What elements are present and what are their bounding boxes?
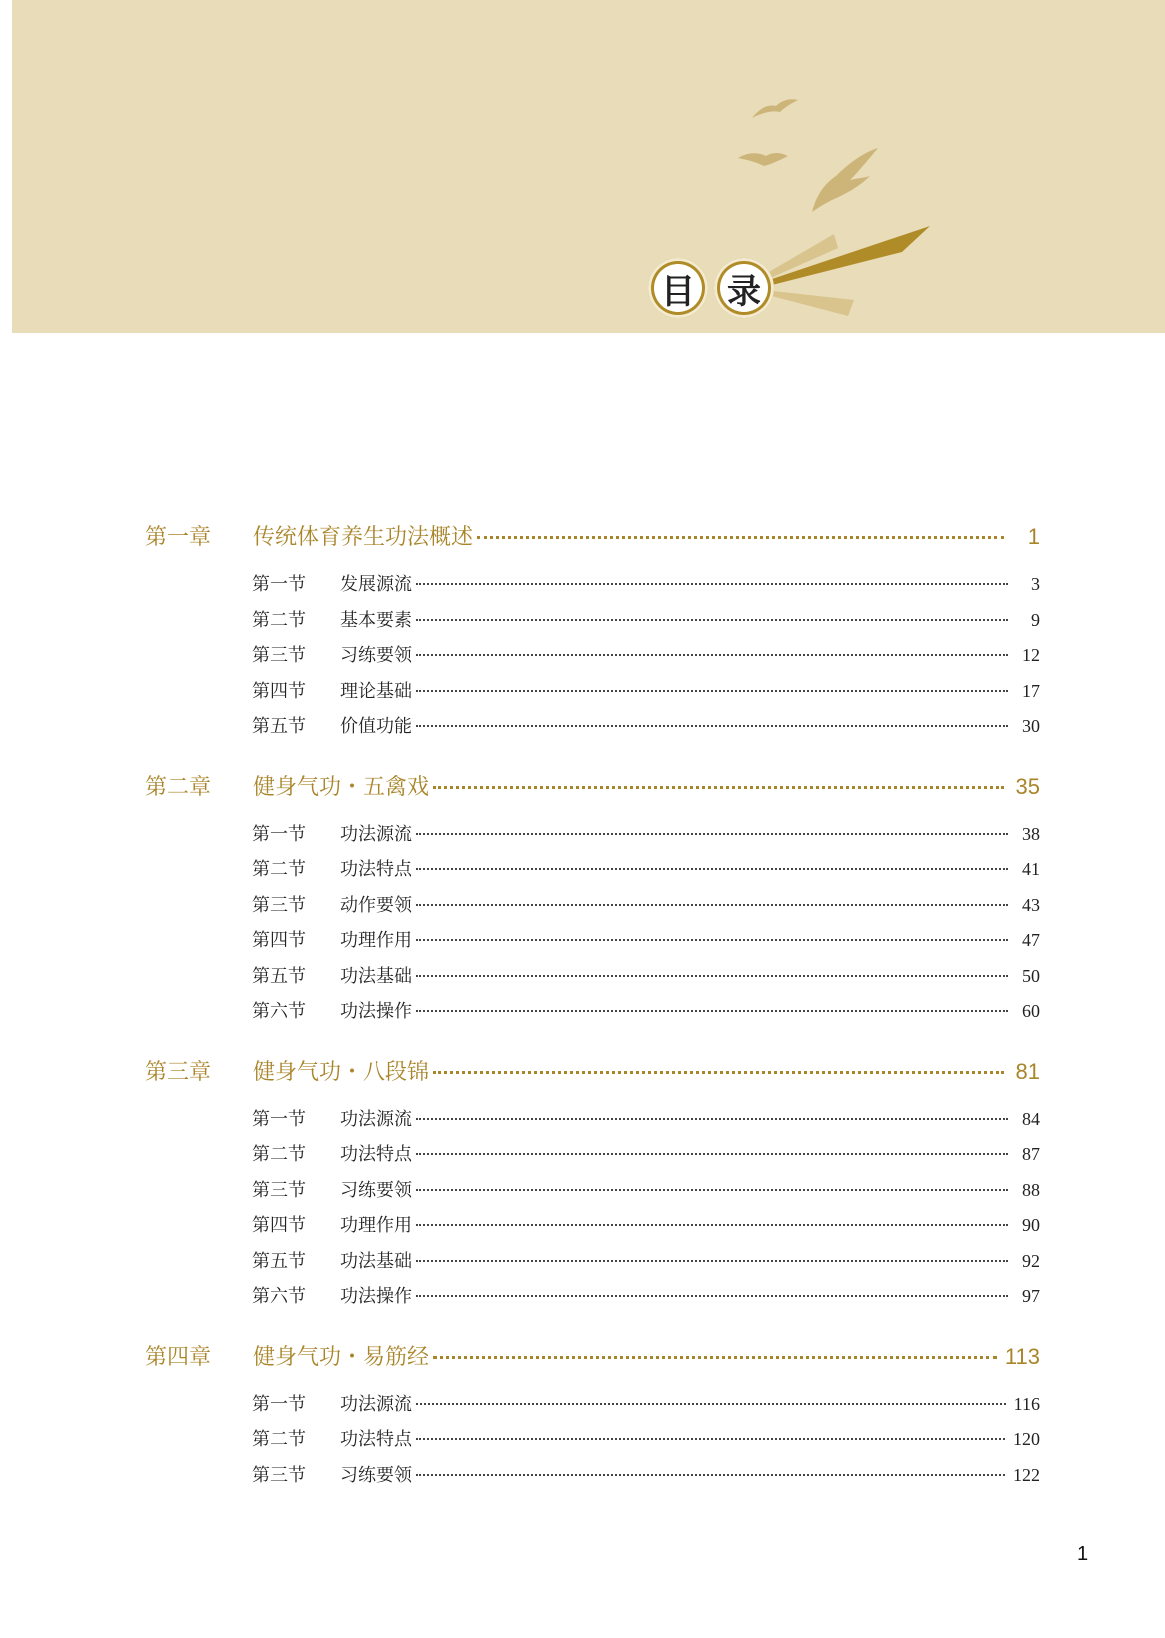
section-page: 50 <box>1022 965 1040 986</box>
chapter-number: 第一章 <box>145 525 212 550</box>
dot-leader <box>416 1260 1008 1262</box>
toc-chapter <box>145 520 1040 748</box>
section-page: 97 <box>1022 1286 1040 1306</box>
dot-leader <box>477 536 1004 539</box>
section-entry[interactable] <box>145 641 1040 677</box>
section-page: 84 <box>1022 1108 1040 1129</box>
section-page: 92 <box>1022 1250 1040 1271</box>
section-title: 价值功能 <box>340 716 412 737</box>
section-number: 第一节 <box>252 574 306 595</box>
section-title: 功法特点 <box>340 1144 412 1165</box>
section-entry[interactable] <box>145 855 1040 891</box>
page-title <box>648 258 774 318</box>
dot-leader <box>416 868 1008 870</box>
dot-leader <box>416 975 1008 977</box>
dot-leader <box>416 654 1008 656</box>
toc-chapter <box>145 770 1040 1033</box>
swoosh-light-bottom <box>764 290 854 316</box>
dot-leader <box>416 619 1008 621</box>
section-title: 功法特点 <box>340 1429 412 1450</box>
section-title: 功法源流 <box>340 1393 412 1415</box>
section-entry[interactable] <box>145 1176 1040 1212</box>
dot-leader <box>433 1071 1004 1074</box>
section-number: 第二节 <box>252 1429 306 1450</box>
chapter-entry[interactable] <box>145 1340 1040 1390</box>
section-number: 第六节 <box>252 1286 306 1307</box>
section-title: 功理作用 <box>340 930 412 951</box>
dot-leader <box>416 833 1008 835</box>
header-decoration <box>12 0 1165 333</box>
section-page: 90 <box>1022 1215 1040 1235</box>
section-title: 动作要领 <box>340 894 412 916</box>
section-title: 基本要素 <box>340 609 412 631</box>
section-entry[interactable] <box>145 1247 1040 1283</box>
section-entry[interactable] <box>145 1282 1040 1318</box>
dot-leader <box>416 690 1008 692</box>
page-number: 1 <box>1077 1543 1089 1565</box>
chapter-page: 113 <box>1004 1343 1040 1369</box>
section-title: 发展源流 <box>340 574 412 595</box>
section-page: 122 <box>1013 1464 1040 1485</box>
bird-icon-large <box>812 148 878 212</box>
title-badge <box>714 258 774 318</box>
section-number: 第一节 <box>252 1108 306 1130</box>
table-of-contents <box>145 520 1040 1518</box>
swoosh-main <box>760 226 930 286</box>
dot-leader <box>416 1438 1005 1440</box>
section-number: 第二节 <box>252 859 306 880</box>
dot-leader <box>416 583 1008 585</box>
section-entry[interactable] <box>145 1425 1040 1461</box>
dot-leader <box>416 1189 1008 1191</box>
section-number: 第六节 <box>252 1001 306 1022</box>
section-number: 第三节 <box>252 1464 306 1486</box>
section-page: 87 <box>1022 1144 1040 1164</box>
dot-leader <box>416 939 1008 941</box>
section-title: 功法基础 <box>340 965 412 987</box>
section-title: 功法源流 <box>340 1108 412 1130</box>
section-title: 理论基础 <box>340 680 412 702</box>
section-title: 习练要领 <box>340 645 412 666</box>
section-title: 功法操作 <box>340 1286 412 1307</box>
section-entry[interactable] <box>145 997 1040 1033</box>
chapter-title: 健身气功・五禽戏 <box>253 774 430 800</box>
chapter-entry[interactable] <box>145 1055 1040 1105</box>
dot-leader <box>416 1153 1008 1155</box>
section-number: 第一节 <box>252 823 306 845</box>
title-badge <box>648 258 708 318</box>
toc-chapter <box>145 1340 1040 1497</box>
dot-leader <box>416 1118 1008 1120</box>
section-number: 第五节 <box>252 965 306 987</box>
dot-leader <box>416 1295 1008 1297</box>
section-page: 120 <box>1013 1429 1040 1449</box>
dot-leader <box>416 1474 1005 1476</box>
chapter-entry[interactable] <box>145 520 1040 570</box>
dot-leader <box>416 1010 1008 1012</box>
section-title: 功法特点 <box>340 859 412 880</box>
chapter-page: 81 <box>1015 1058 1040 1084</box>
section-title: 功法源流 <box>340 823 412 845</box>
section-entry[interactable] <box>145 570 1040 606</box>
section-number: 第三节 <box>252 645 306 666</box>
section-page: 38 <box>1022 823 1040 844</box>
section-title: 功法操作 <box>340 1001 412 1022</box>
section-page: 116 <box>1013 1393 1040 1414</box>
dot-leader <box>416 1224 1008 1226</box>
section-entry[interactable] <box>145 1211 1040 1247</box>
dot-leader <box>416 725 1008 727</box>
section-entry[interactable] <box>145 1390 1040 1426</box>
bird-icon-small-top <box>752 99 798 118</box>
chapter-page: 1 <box>1027 524 1040 549</box>
section-number: 第三节 <box>252 894 306 916</box>
chapter-number: 第二章 <box>145 774 212 800</box>
section-entry[interactable] <box>145 1140 1040 1176</box>
section-page: 12 <box>1022 645 1040 665</box>
title-char: 录 <box>720 264 768 312</box>
section-number: 第二节 <box>252 609 306 631</box>
section-entry[interactable] <box>145 962 1040 998</box>
chapter-number: 第四章 <box>145 1344 212 1370</box>
chapter-page: 35 <box>1015 773 1040 799</box>
section-number: 第五节 <box>252 716 306 737</box>
section-entry[interactable] <box>145 926 1040 962</box>
section-number: 第四节 <box>252 1215 306 1236</box>
section-number: 第四节 <box>252 680 306 702</box>
section-page: 30 <box>1022 716 1040 736</box>
section-number: 第五节 <box>252 1250 306 1272</box>
section-number: 第三节 <box>252 1179 306 1201</box>
section-entry[interactable] <box>145 606 1040 642</box>
section-page: 9 <box>1031 609 1040 630</box>
section-page: 41 <box>1022 859 1040 879</box>
section-entry[interactable] <box>145 712 1040 748</box>
section-page: 88 <box>1022 1179 1040 1200</box>
section-page: 43 <box>1022 894 1040 915</box>
dot-leader <box>433 1356 997 1359</box>
bird-icon-small-left <box>738 153 788 166</box>
section-page: 47 <box>1022 930 1040 950</box>
section-number: 第一节 <box>252 1393 306 1415</box>
section-page: 3 <box>1031 574 1040 594</box>
section-title: 功理作用 <box>340 1215 412 1236</box>
section-title: 习练要领 <box>340 1179 412 1201</box>
chapter-number: 第三章 <box>145 1059 212 1085</box>
section-entry[interactable] <box>145 677 1040 713</box>
section-title: 功法基础 <box>340 1250 412 1272</box>
section-page: 17 <box>1022 680 1040 701</box>
chapter-title: 健身气功・八段锦 <box>253 1059 430 1085</box>
section-entry[interactable] <box>145 1461 1040 1497</box>
dot-leader <box>416 1403 1006 1405</box>
toc-chapter <box>145 1055 1040 1318</box>
section-entry[interactable] <box>145 820 1040 856</box>
dot-leader <box>416 904 1008 906</box>
section-number: 第四节 <box>252 930 306 951</box>
chapter-title: 传统体育养生功法概述 <box>253 525 474 550</box>
section-page: 60 <box>1022 1001 1040 1021</box>
section-number: 第二节 <box>252 1144 306 1165</box>
title-char: 目 <box>654 264 702 312</box>
chapter-entry[interactable] <box>145 770 1040 820</box>
dot-leader <box>433 786 1004 789</box>
section-title: 习练要领 <box>340 1464 412 1486</box>
section-entry[interactable] <box>145 1105 1040 1141</box>
section-entry[interactable] <box>145 891 1040 927</box>
chapter-title: 健身气功・易筋经 <box>253 1344 430 1370</box>
